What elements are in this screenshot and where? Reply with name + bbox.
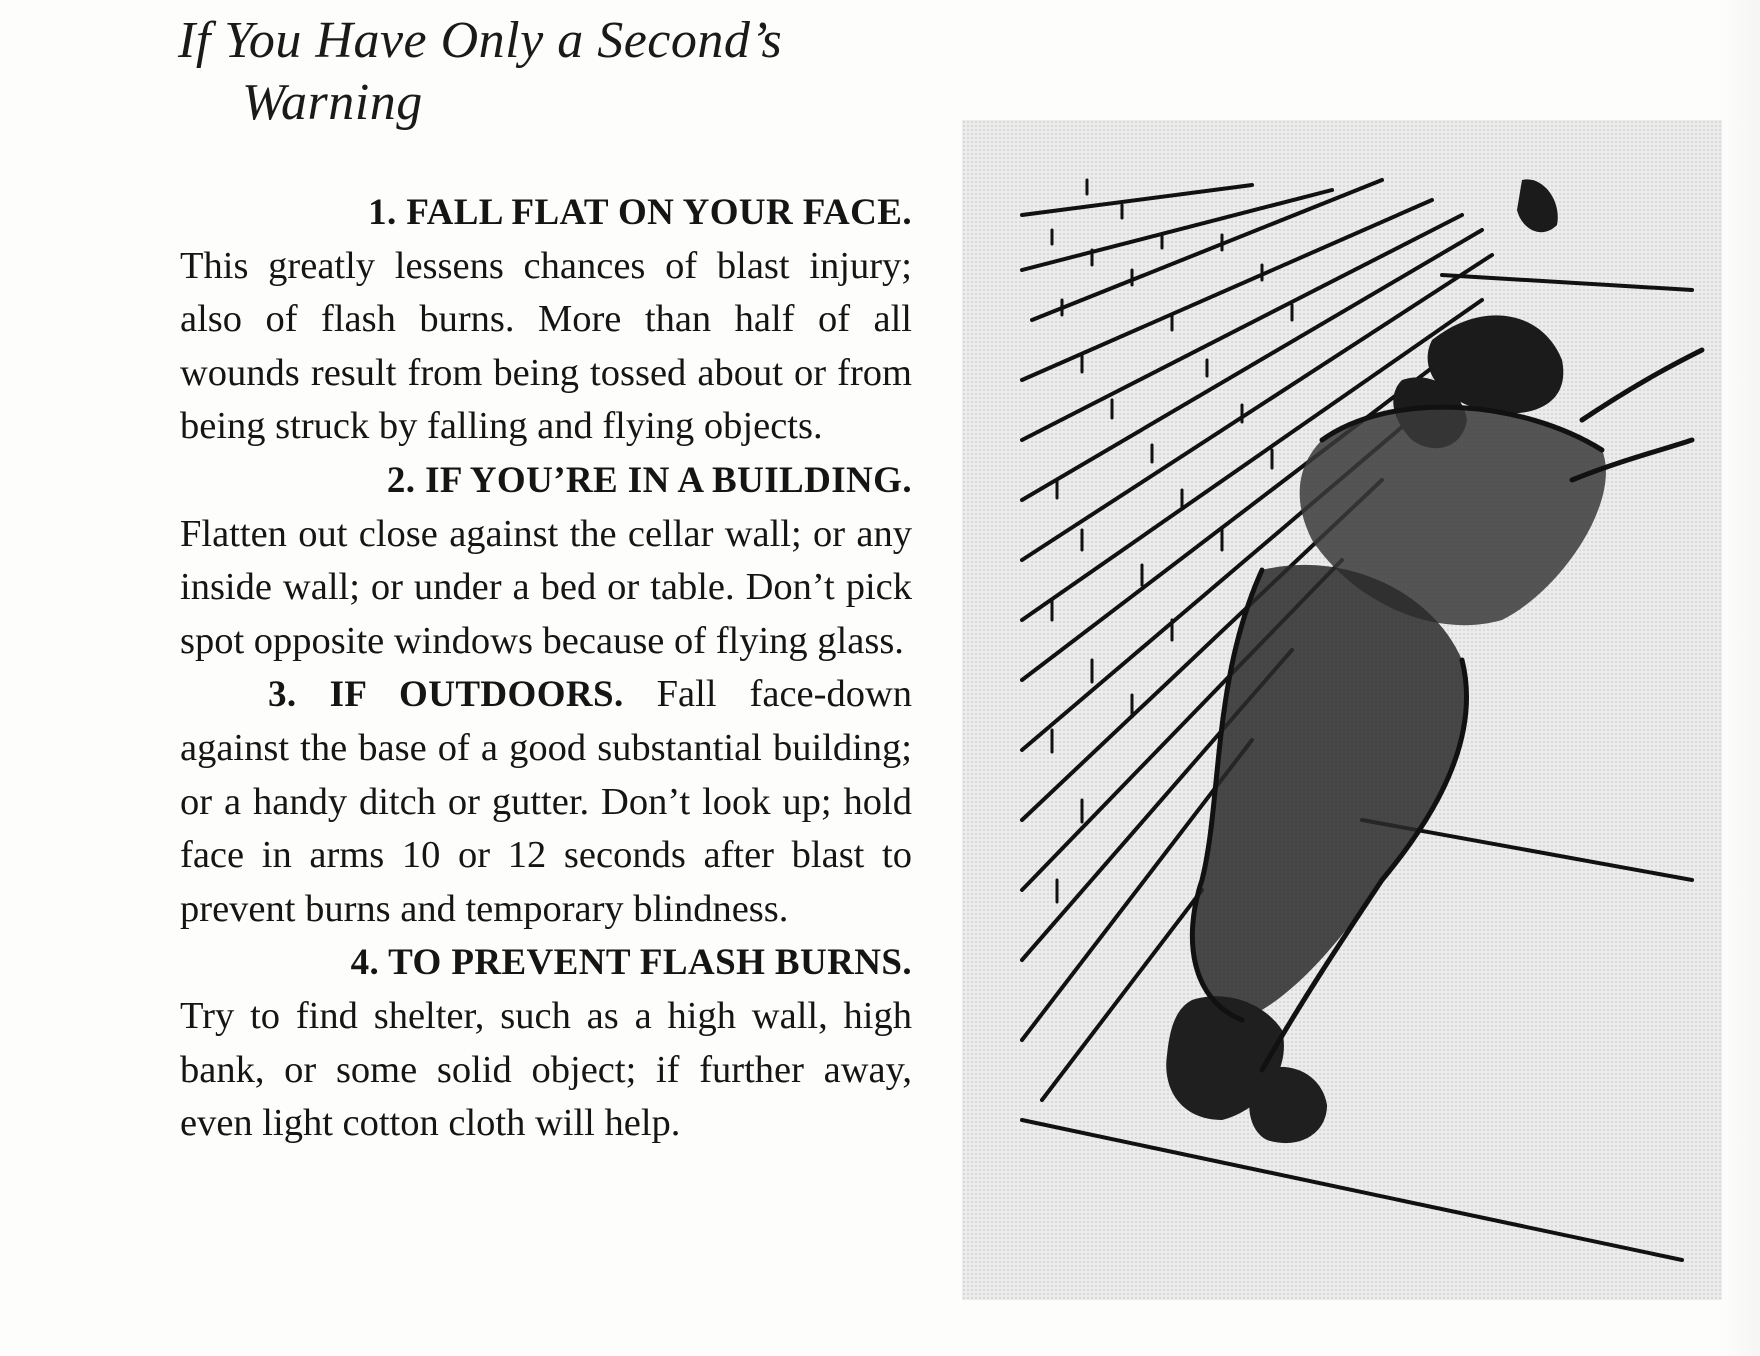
person-lying-against-wall-illustration — [962, 120, 1722, 1300]
scan-edge-shading — [1720, 0, 1760, 1356]
instruction-item-3 — [180, 668, 912, 936]
instruction-item-2 — [180, 454, 912, 668]
instruction-item-4 — [180, 936, 912, 1150]
instruction-heading-2: 2. IF YOU’RE IN A BUILDING. — [386, 459, 912, 501]
page-title — [178, 10, 938, 134]
instruction-heading-1: 1. FALL FLAT ON YOUR FACE. — [368, 192, 912, 233]
instructions-column — [180, 186, 912, 1151]
instruction-heading-4: 4. TO PREVENT FLASH BURNS. — [350, 942, 912, 984]
instruction-heading-3: 3. IF OUTDOORS. — [268, 674, 624, 716]
instruction-body-1: This greatly lessens chances of blast injury; also of flash burns. More than half of all wounds result from being tossed about or from being struck by falling and flying objects. — [180, 244, 912, 448]
title-line-1: If You Have Only a Second’s — [178, 12, 783, 69]
instruction-item-1 — [180, 186, 912, 454]
instruction-body-4: Try to find shelter, such as a high wall, high bank, or some solid object; if further away, even light cotton cloth will help. — [180, 994, 912, 1145]
instruction-body-3: Fall face-down against the base of a good substantial building; or a handy ditch or gutter. Don’t look up; hold face in arms 10 or 12 seconds after blast to prevent burns and temporary blindness. — [180, 673, 912, 930]
instruction-body-2: Flatten out close against the cellar wall; or any inside wall; or under a bed or table. Don’t pick spot opposite windows because of flying glass. — [180, 512, 912, 662]
title-line-2: Warning — [242, 74, 423, 131]
